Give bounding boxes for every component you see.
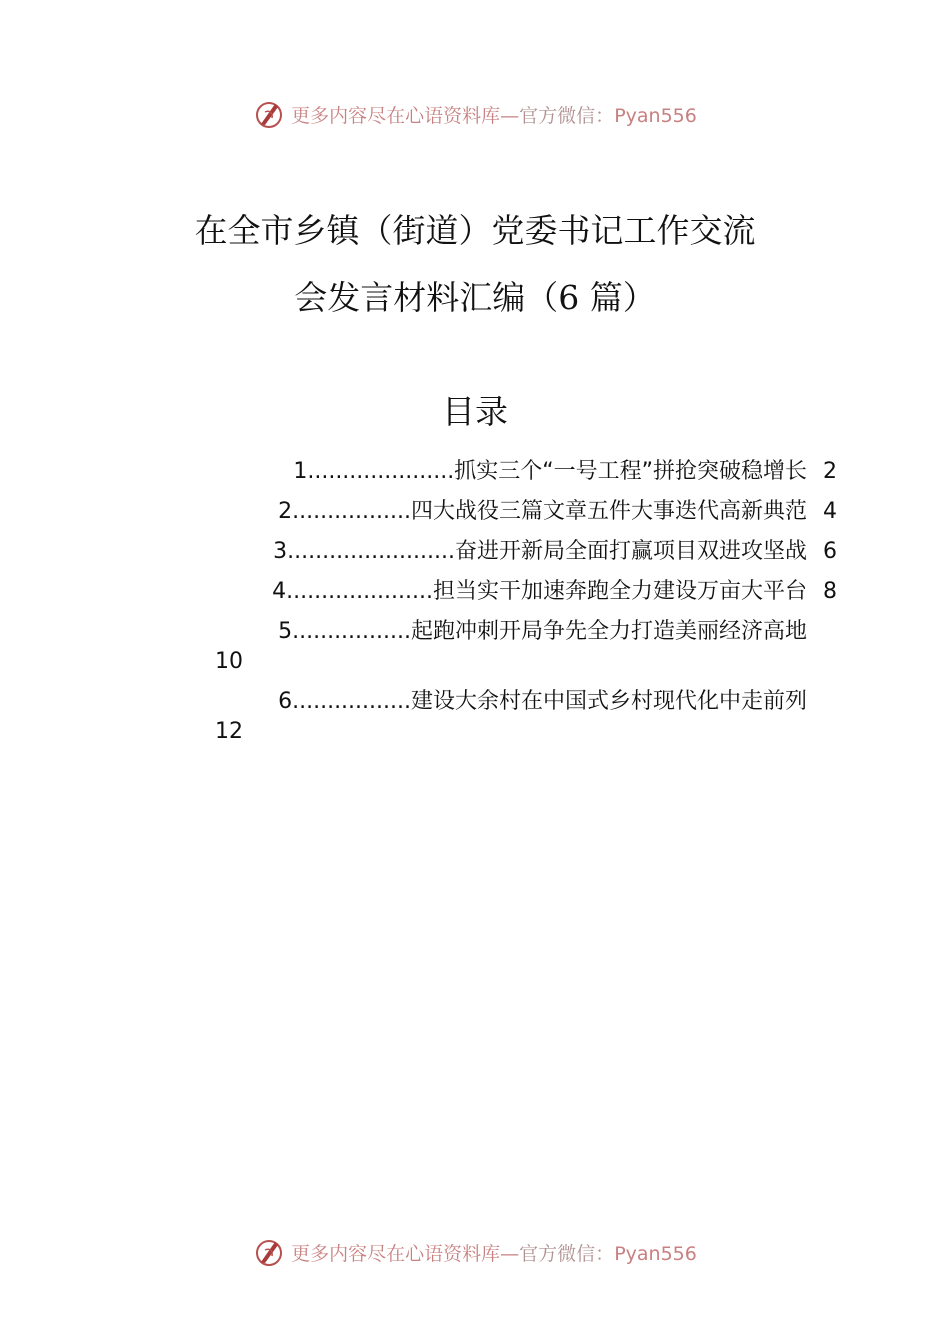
watermark-text: 更多内容尽在心语资料库—官方微信：Pyan556 [291,104,697,127]
toc-item-5[interactable] [195,612,855,682]
toc-entry-text: 5.................起跑冲刺开局争先全力打造美丽经济高地 [278,619,807,644]
watermark-text: 更多内容尽在心语资料库—官方微信：Pyan556 [291,1242,697,1265]
document-title-line-1: 在全市乡镇（街道）党委书记工作交流 [194,211,756,250]
toc-entry-text: 1.....................抓实三个“一号工程”拼抢突破稳增长 [293,459,807,484]
toc-page-number: 8 [823,579,837,604]
toc-page-number: 4 [823,499,837,524]
quill-logo-icon [253,98,285,130]
toc-item-1[interactable] [195,452,855,492]
toc-entry-text: 2.................四大战役三篇文章五件大事迭代高新典范 [278,499,807,524]
toc-item-4[interactable] [195,572,855,612]
toc-item-2[interactable] [195,492,855,532]
toc-entry-text: 4.....................担当实干加速奔跑全力建设万亩大平台 [272,579,807,604]
toc-item-6[interactable] [195,682,855,752]
toc-entry-text: 6.................建设大余村在中国式乡村现代化中走前列 [278,689,807,714]
toc-page-number: 12 [215,719,243,744]
toc-page-number: 6 [823,539,837,564]
toc-heading: 目录 [442,392,508,431]
toc-page-number: 10 [215,649,243,674]
toc-item-3[interactable] [195,532,855,572]
document-title-line-2: 会发言材料汇编（6 篇） [294,278,656,317]
table-of-contents [195,452,855,752]
toc-entry-text: 3........................奋进开新局全面打赢项目双进攻坚战 [273,539,807,564]
toc-page-number: 2 [823,459,837,484]
footer-watermark [0,1232,950,1272]
header-watermark [0,94,950,134]
quill-logo-icon [253,1236,285,1268]
